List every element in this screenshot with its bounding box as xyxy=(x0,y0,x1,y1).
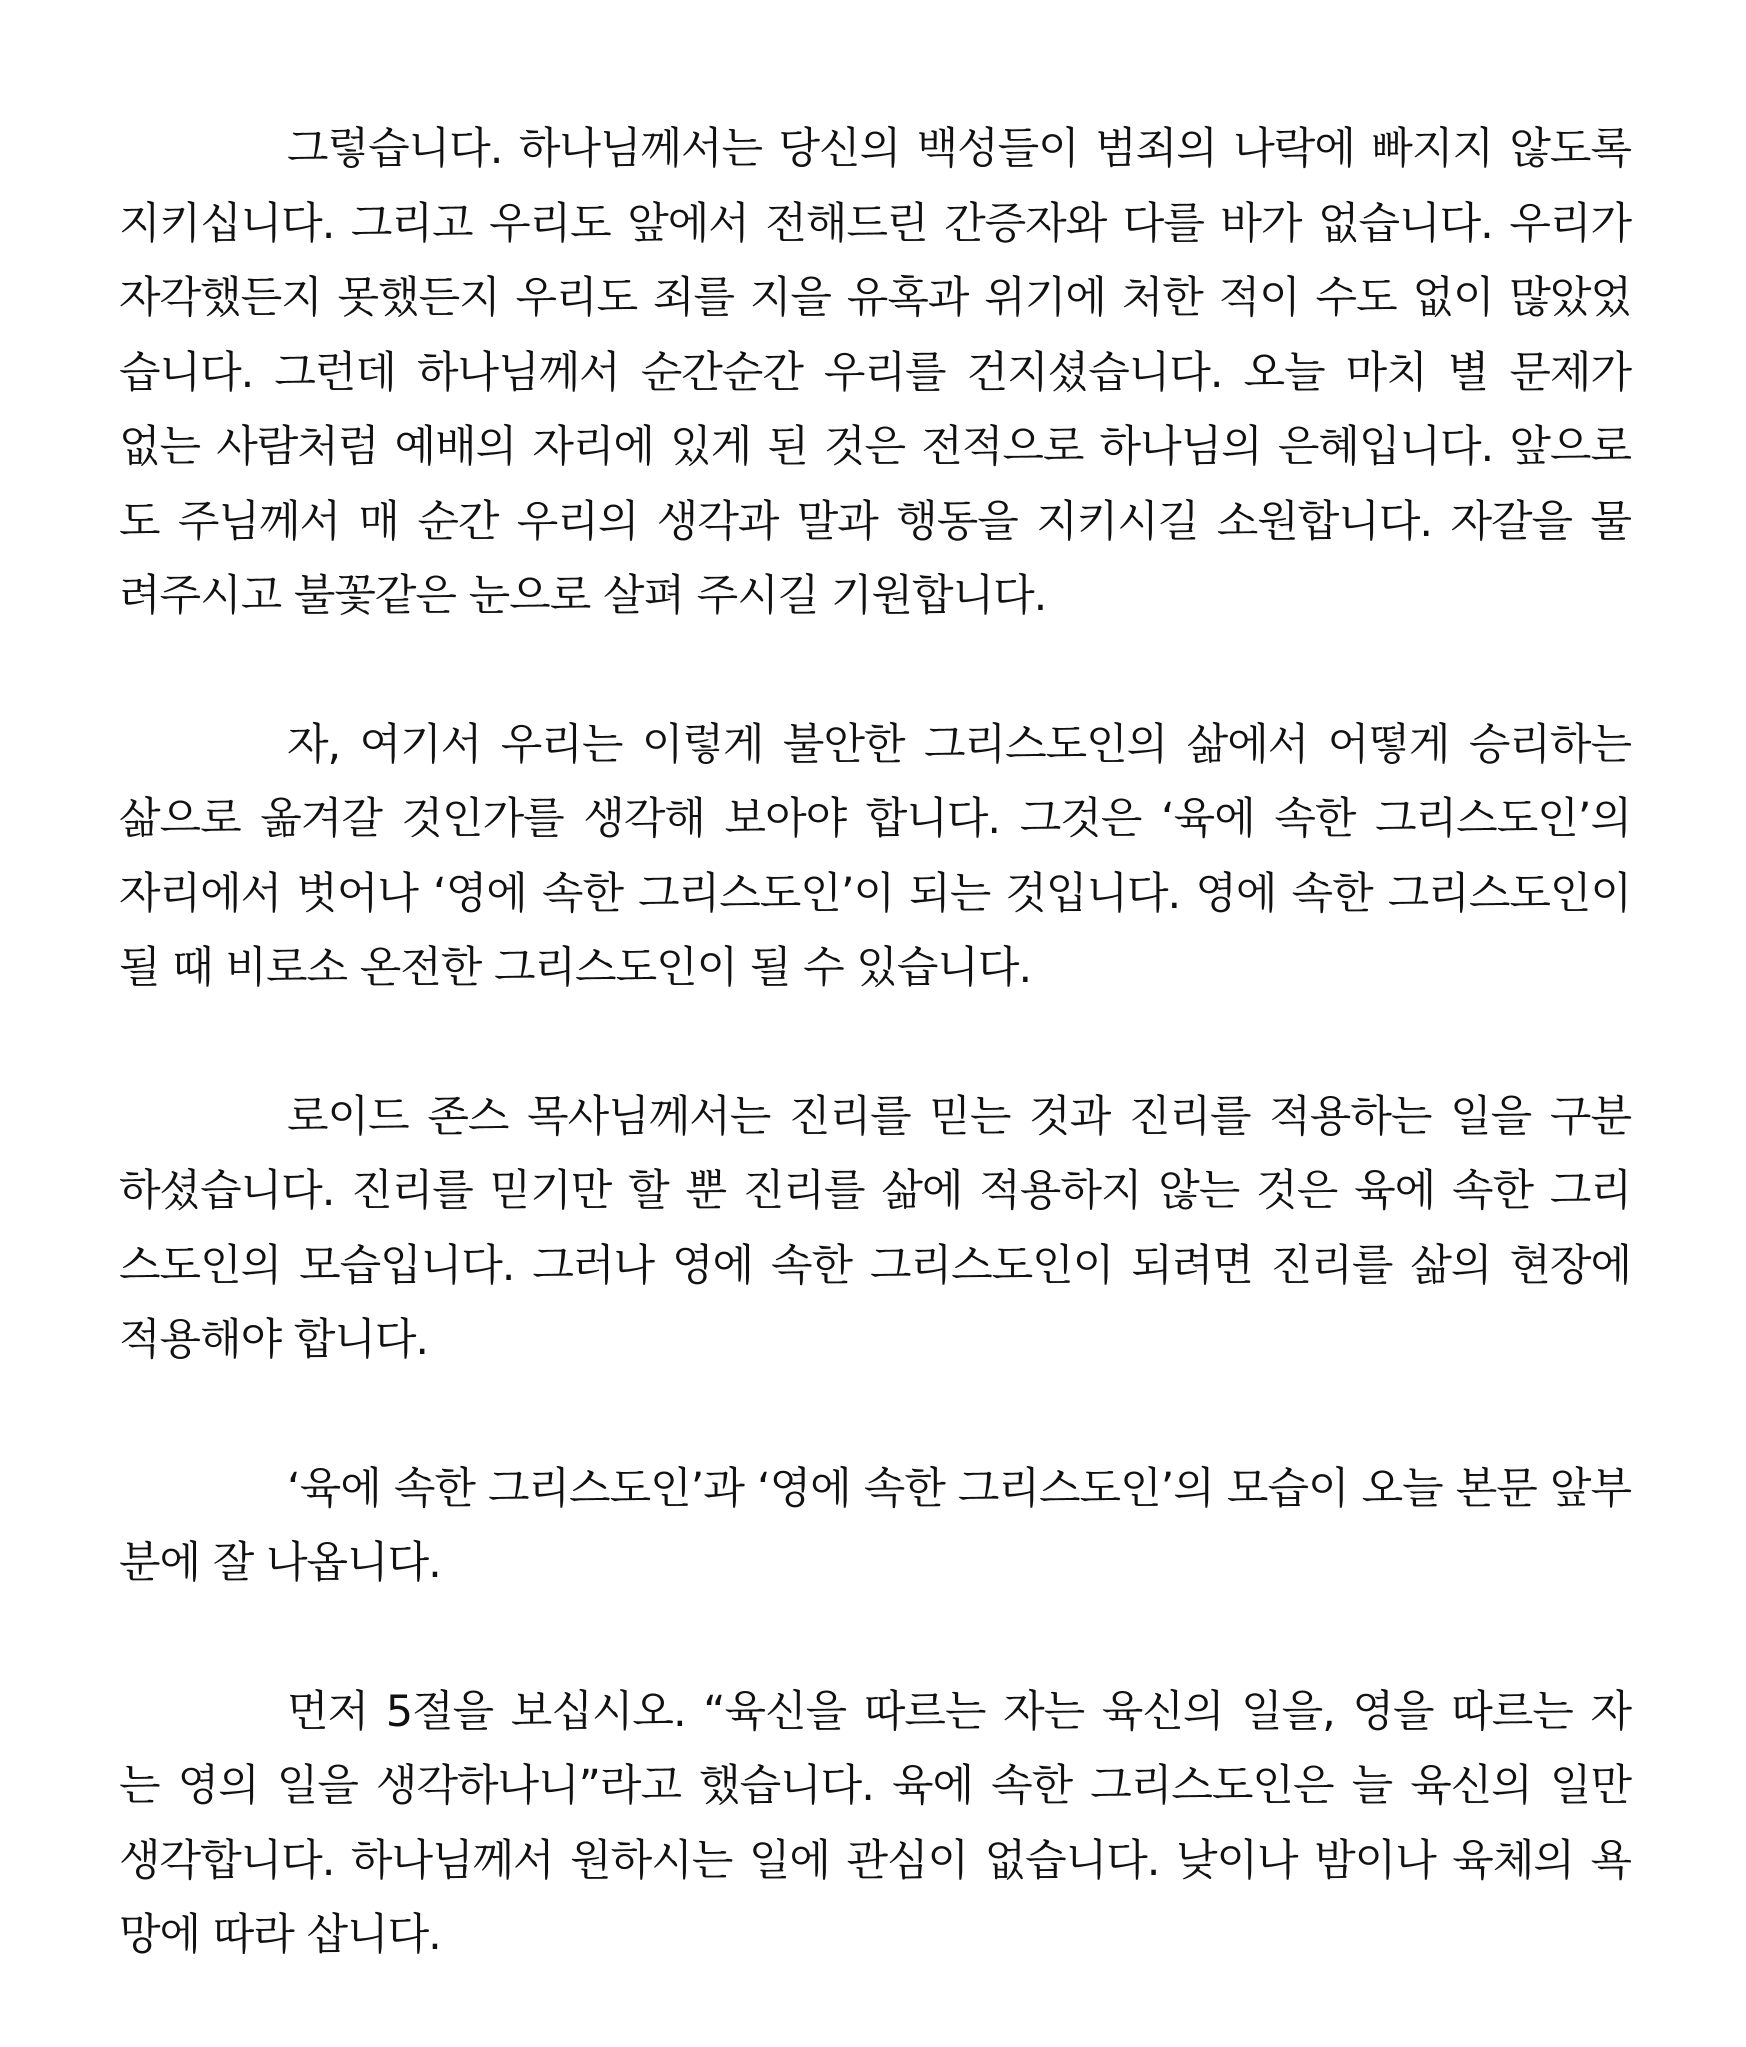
text-line: 도 주님께서 매 순간 우리의 생각과 말과 행동을 지키시길 소원합니다. 자갈을 물 xyxy=(119,496,1631,547)
text-line: 하셨습니다. 진리를 믿기만 할 뿐 진리를 삶에 적용하지 않는 것은 육에 속한 그리 xyxy=(119,1166,1631,1216)
text-line: ‘육에 속한 그리스도인’과 ‘영에 속한 그리스도인’의 모습이 오늘 본문 앞부 xyxy=(287,1463,1631,1514)
text-line: 지키십니다. 그리고 우리도 앞에서 전해드린 간증자와 다를 바가 없습니다. 우리가 xyxy=(119,198,1631,249)
paragraph-5 xyxy=(119,1675,1631,1973)
text-line: 는 영의 일을 생각하나니”라고 했습니다. 육에 속한 그리스도인은 늘 육신의 일만 xyxy=(119,1761,1631,1811)
text-line: 먼저 5절을 보십시오. “육신을 따르는 자는 육신의 일을, 영을 따르는 자 xyxy=(287,1686,1631,1737)
text-line: 자, 여기서 우리는 이렇게 불안한 그리스도인의 삶에서 어떻게 승리하는 xyxy=(287,719,1631,770)
text-line: 로이드 존스 목사님께서는 진리를 믿는 것과 진리를 적용하는 일을 구분 xyxy=(287,1091,1631,1142)
text-line: 습니다. 그런데 하나님께서 순간순간 우리를 건지셨습니다. 오늘 마치 별 문제가 xyxy=(119,347,1631,398)
text-line: 삶으로 옮겨갈 것인가를 생각해 보아야 합니다. 그것은 ‘육에 속한 그리스도인’의 xyxy=(119,794,1631,844)
paragraph-1 xyxy=(119,112,1631,634)
paragraph-2 xyxy=(119,708,1631,1006)
text-line: 자리에서 벗어나 ‘영에 속한 그리스도인’이 되는 것입니다. 영에 속한 그리스도인이 xyxy=(119,868,1631,919)
text-line: 자각했든지 못했든지 우리도 죄를 지을 유혹과 위기에 처한 적이 수도 없이 많았었 xyxy=(119,273,1631,323)
text-line: 망에 따라 삽니다. xyxy=(119,1910,441,1960)
text-line: 분에 잘 나옵니다. xyxy=(119,1538,441,1588)
document-page xyxy=(119,112,1631,1973)
paragraph-3 xyxy=(119,1080,1631,1378)
text-line: 려주시고 불꽃같은 눈으로 살펴 주시길 기원합니다. xyxy=(119,571,1047,621)
text-line: 생각합니다. 하나님께서 원하시는 일에 관심이 없습니다. 낮이나 밤이나 육체의 욕 xyxy=(119,1835,1631,1886)
text-line: 그렇습니다. 하나님께서는 당신의 백성들이 범죄의 나락에 빠지지 않도록 xyxy=(287,124,1631,174)
text-line: 될 때 비로소 온전한 그리스도인이 될 수 있습니다. xyxy=(119,943,1032,993)
text-line: 스도인의 모습입니다. 그러나 영에 속한 그리스도인이 되려면 진리를 삶의 현장에 xyxy=(119,1240,1631,1291)
text-line: 없는 사람처럼 예배의 자리에 있게 된 것은 전적으로 하나님의 은혜입니다. 앞으로 xyxy=(119,422,1631,472)
text-line: 적용해야 합니다. xyxy=(119,1315,429,1365)
paragraph-4 xyxy=(119,1452,1631,1601)
